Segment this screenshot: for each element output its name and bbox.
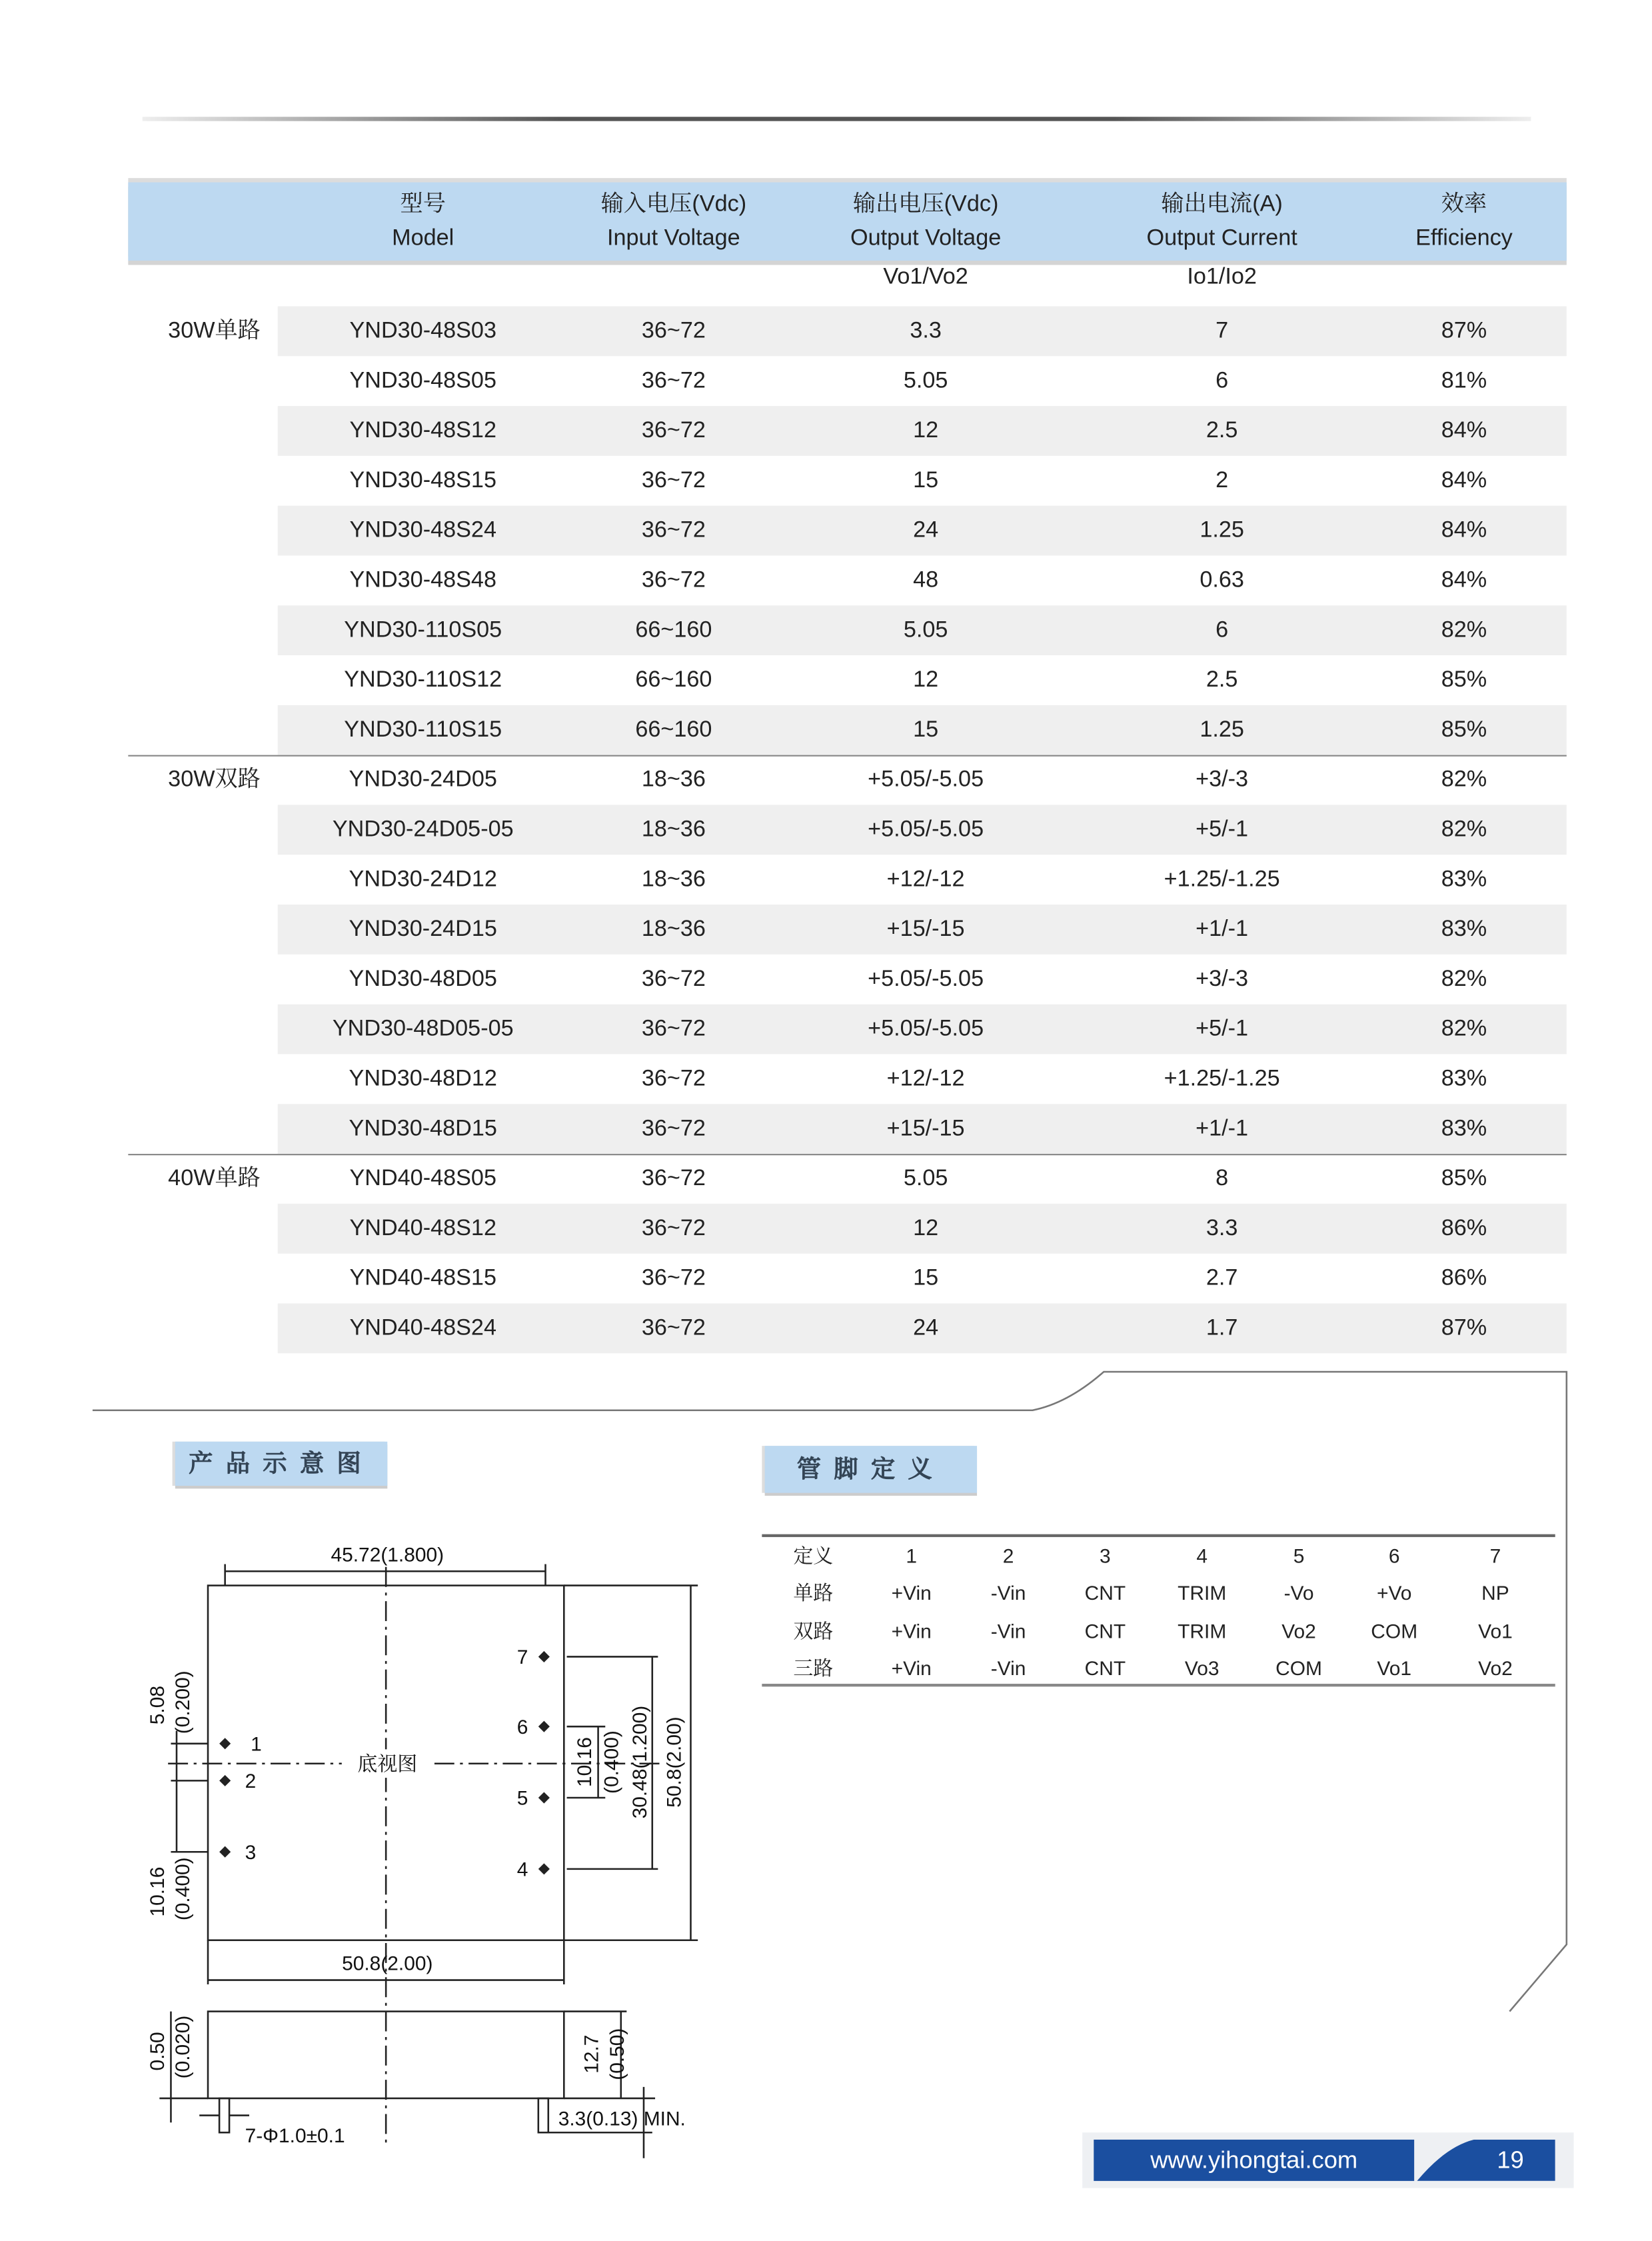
header-cn: 输入电压(Vdc) <box>600 192 747 217</box>
cell-model: YND30-24D15 <box>349 917 497 942</box>
cell-output-current: 0.63 <box>1200 568 1244 593</box>
cell-input-voltage: 36~72 <box>641 518 706 543</box>
cell-model: YND30-48S05 <box>349 369 496 393</box>
cell-output-current: 6 <box>1216 618 1229 643</box>
cell-output-voltage: 24 <box>913 518 939 543</box>
pin-cell: 单路 <box>793 1581 834 1605</box>
cell-efficiency: 83% <box>1441 867 1487 892</box>
pin-label: 2 <box>245 1770 257 1793</box>
dim-left-top-b: (0.200) <box>172 1670 195 1734</box>
cell-model: YND30-48S15 <box>349 469 496 493</box>
pin-cell: Vo1 <box>1377 1656 1412 1680</box>
group-label: 40W单路 <box>168 1166 261 1191</box>
cell-output-voltage: +12/-12 <box>886 1067 965 1092</box>
dim-side-right-a: 12.7 <box>580 2034 603 2074</box>
cell-input-voltage: 18~36 <box>641 917 706 942</box>
cell-model: YND30-48D15 <box>349 1117 497 1141</box>
cell-efficiency: 84% <box>1441 469 1487 493</box>
dim-side-left-a: 0.50 <box>146 2032 169 2071</box>
cell-output-current: 1.25 <box>1200 718 1244 743</box>
dim-right-outer: 50.8(2.00) <box>663 1716 686 1808</box>
cell-efficiency: 87% <box>1441 319 1487 344</box>
dim-right-small-b: (0.400) <box>600 1730 623 1794</box>
cell-output-current: 2.5 <box>1206 419 1238 443</box>
header-cn: 输出电流(A) <box>1161 192 1283 217</box>
cell-output-voltage: 15 <box>913 718 939 743</box>
cell-output-current: +5/-1 <box>1196 1017 1249 1042</box>
cell-output-current: 6 <box>1216 369 1229 393</box>
cell-input-voltage: 36~72 <box>641 1216 706 1241</box>
cell-model: YND30-48S24 <box>349 518 496 543</box>
cell-input-voltage: 18~36 <box>641 767 706 793</box>
cell-output-current: 8 <box>1216 1166 1229 1191</box>
cell-output-voltage: 15 <box>913 469 939 493</box>
dim-pin-diameter: 7-Φ1.0±0.1 <box>245 2125 345 2148</box>
pin-cell: CNT <box>1084 1656 1126 1680</box>
pin-cell: Vo2 <box>1281 1619 1316 1642</box>
dim-left-bot-b: (0.400) <box>172 1857 195 1921</box>
pin-cell: TRIM <box>1178 1619 1227 1642</box>
cell-output-voltage: 15 <box>913 1266 939 1291</box>
cell-efficiency: 85% <box>1441 718 1487 743</box>
cell-input-voltage: 36~72 <box>641 469 706 493</box>
pin-header-cell: 2 <box>1002 1544 1014 1567</box>
cell-model: YND30-110S12 <box>344 668 502 693</box>
cell-efficiency: 84% <box>1441 518 1487 543</box>
subheader-current: Io1/Io2 <box>1187 265 1257 289</box>
pin-cell: CNT <box>1084 1619 1126 1642</box>
pin-header-cell: 6 <box>1388 1544 1400 1567</box>
pin-cell: CNT <box>1084 1581 1126 1605</box>
header-en: Efficiency <box>1415 226 1513 251</box>
dim-right-mid: 30.48(1.200) <box>629 1705 652 1819</box>
cell-model: YND30-48S03 <box>349 319 496 344</box>
cell-efficiency: 85% <box>1441 1166 1487 1191</box>
cell-output-current: +5/-1 <box>1196 817 1249 843</box>
cell-model: YND30-24D12 <box>349 867 497 892</box>
cell-model: YND30-48D12 <box>349 1067 497 1092</box>
pin-cell: COM <box>1275 1656 1322 1680</box>
pin-header-cell: 5 <box>1293 1544 1305 1567</box>
cell-model: YND30-48S12 <box>349 419 496 443</box>
subheader-voltage: Vo1/Vo2 <box>883 265 968 289</box>
cell-output-voltage: +5.05/-5.05 <box>868 817 984 843</box>
group-label: 30W单路 <box>168 319 261 344</box>
cell-input-voltage: 36~72 <box>641 1017 706 1042</box>
cell-input-voltage: 36~72 <box>641 568 706 593</box>
cell-model: YND40-48S15 <box>349 1266 496 1291</box>
cell-output-current: +3/-3 <box>1196 767 1249 793</box>
view-label: 底视图 <box>357 1753 418 1776</box>
cell-output-voltage: 5.05 <box>903 1166 948 1191</box>
cell-model: YND40-48S05 <box>349 1166 496 1191</box>
pin-label: 5 <box>516 1787 528 1810</box>
cell-efficiency: 81% <box>1441 369 1487 393</box>
cell-output-voltage: 5.05 <box>903 369 948 393</box>
pin-header-cell: 定义 <box>793 1544 834 1567</box>
cell-input-voltage: 36~72 <box>641 369 706 393</box>
cell-output-voltage: +5.05/-5.05 <box>868 767 984 793</box>
header-cn: 型号 <box>400 192 446 217</box>
cell-output-voltage: 48 <box>913 568 939 593</box>
pin-cell: -Vin <box>990 1581 1026 1605</box>
cell-output-voltage: 12 <box>913 1216 939 1241</box>
pin-2-marker <box>219 1775 231 1786</box>
pin-header-cell: 4 <box>1196 1544 1208 1567</box>
pin-4-marker <box>538 1863 550 1874</box>
pin-cell: 双路 <box>793 1619 834 1642</box>
dim-pin-length: 3.3(0.13) MIN. <box>558 2108 686 2130</box>
cell-efficiency: 82% <box>1441 967 1487 992</box>
cell-input-voltage: 36~72 <box>641 1067 706 1092</box>
page-number: 19 <box>1497 2146 1524 2174</box>
pin-6-marker <box>538 1721 550 1732</box>
pin-cell: -Vin <box>990 1619 1026 1642</box>
cell-output-voltage: 3.3 <box>910 319 942 344</box>
cell-efficiency: 84% <box>1441 568 1487 593</box>
pin-header-cell: 7 <box>1489 1544 1501 1567</box>
dim-side-left-b: (0.020) <box>172 2015 195 2079</box>
cell-input-voltage: 36~72 <box>641 1316 706 1341</box>
cell-input-voltage: 18~36 <box>641 817 706 843</box>
cell-output-current: +3/-3 <box>1196 967 1249 992</box>
cell-output-voltage: 12 <box>913 668 939 693</box>
pin-3-marker <box>219 1846 231 1858</box>
dim-right-small-a: 10.16 <box>573 1737 596 1788</box>
dim-left-top-a: 5.08 <box>146 1685 169 1725</box>
cell-output-voltage: +5.05/-5.05 <box>868 967 984 992</box>
cell-output-current: 7 <box>1216 319 1229 344</box>
cell-model: YND30-110S05 <box>344 618 502 643</box>
cell-efficiency: 82% <box>1441 817 1487 843</box>
pin-def-title: 管脚定义 <box>765 1446 977 1493</box>
pin-cell: 三路 <box>793 1656 834 1680</box>
pin-7-marker <box>538 1651 550 1662</box>
cell-efficiency: 83% <box>1441 1117 1487 1141</box>
cell-efficiency: 86% <box>1441 1216 1487 1241</box>
pin-cell: NP <box>1481 1581 1509 1605</box>
cell-input-voltage: 36~72 <box>641 1266 706 1291</box>
pin-cell: +Vin <box>891 1619 932 1642</box>
cell-output-current: 2.5 <box>1206 668 1238 693</box>
dim-side-right-b: (0.50) <box>606 2028 629 2080</box>
pin-cell: Vo2 <box>1478 1656 1513 1680</box>
cell-efficiency: 82% <box>1441 618 1487 643</box>
cell-efficiency: 82% <box>1441 767 1487 793</box>
pin-label: 6 <box>516 1716 528 1738</box>
cell-efficiency: 83% <box>1441 1067 1487 1092</box>
cell-input-voltage: 36~72 <box>641 1117 706 1141</box>
header-en: Input Voltage <box>607 226 740 251</box>
cell-output-current: +1.25/-1.25 <box>1164 867 1280 892</box>
pin-label: 4 <box>516 1858 528 1881</box>
header-cn: 效率 <box>1441 192 1487 217</box>
cell-efficiency: 84% <box>1441 419 1487 443</box>
dim-bottom: 50.8(2.00) <box>342 1952 433 1975</box>
pin-label: 3 <box>245 1841 257 1864</box>
pin-cell: +Vin <box>891 1656 932 1680</box>
cell-output-current: 2 <box>1216 469 1229 493</box>
cell-output-voltage: 12 <box>913 419 939 443</box>
pin-cell: -Vo <box>1283 1581 1314 1605</box>
cell-input-voltage: 66~160 <box>635 718 712 743</box>
cell-output-current: 2.7 <box>1206 1266 1238 1291</box>
cell-model: YND30-48D05-05 <box>332 1017 514 1042</box>
cell-input-voltage: 66~160 <box>635 668 712 693</box>
cell-efficiency: 86% <box>1441 1266 1487 1291</box>
cell-efficiency: 82% <box>1441 1017 1487 1042</box>
cell-model: YND30-110S15 <box>344 718 502 743</box>
pin-1-marker <box>219 1738 231 1749</box>
cell-output-current: 3.3 <box>1206 1216 1238 1241</box>
cell-output-voltage: +15/-15 <box>886 917 965 942</box>
cell-input-voltage: 36~72 <box>641 419 706 443</box>
cell-model: YND40-48S12 <box>349 1216 496 1241</box>
cell-model: YND30-48S48 <box>349 568 496 593</box>
pin-cell: Vo3 <box>1184 1656 1220 1680</box>
footer-url[interactable]: www.yihongtai.com <box>1094 2140 1414 2181</box>
cell-output-current: 1.7 <box>1206 1316 1238 1341</box>
pin-5-marker <box>538 1792 550 1803</box>
header-en: Output Current <box>1146 226 1297 251</box>
cell-model: YND30-24D05 <box>349 767 497 793</box>
cell-input-voltage: 36~72 <box>641 319 706 344</box>
pin-header-cell: 1 <box>906 1544 918 1567</box>
pin-cell: -Vin <box>990 1656 1026 1680</box>
cell-efficiency: 85% <box>1441 668 1487 693</box>
header-en: Output Voltage <box>850 226 1002 251</box>
cell-output-current: 1.25 <box>1200 518 1244 543</box>
cell-efficiency: 87% <box>1441 1316 1487 1341</box>
cell-output-current: +1/-1 <box>1196 1117 1249 1141</box>
header-cn: 输出电压(Vdc) <box>852 192 999 217</box>
diagram-title: 产品示意图 <box>175 1442 387 1486</box>
cell-output-voltage: 5.05 <box>903 618 948 643</box>
cell-output-current: +1/-1 <box>1196 917 1249 942</box>
pin-header-cell: 3 <box>1100 1544 1111 1567</box>
cell-input-voltage: 36~72 <box>641 1166 706 1191</box>
dim-left-bot-a: 10.16 <box>146 1866 169 1917</box>
pin-cell: +Vo <box>1377 1581 1412 1605</box>
cell-output-current: +1.25/-1.25 <box>1164 1067 1280 1092</box>
cell-input-voltage: 66~160 <box>635 618 712 643</box>
group-label: 30W双路 <box>168 767 261 793</box>
cell-output-voltage: +15/-15 <box>886 1117 965 1141</box>
cell-model: YND30-24D05-05 <box>332 817 514 843</box>
pin-cell: Vo1 <box>1478 1619 1513 1642</box>
cell-model: YND40-48S24 <box>349 1316 496 1341</box>
pin-cell: COM <box>1371 1619 1418 1642</box>
cell-model: YND30-48D05 <box>349 967 497 992</box>
cell-efficiency: 83% <box>1441 917 1487 942</box>
pin-cell: TRIM <box>1178 1581 1227 1605</box>
pin-label: 1 <box>251 1733 262 1756</box>
header-en: Model <box>392 226 454 251</box>
pin-cell: +Vin <box>891 1581 932 1605</box>
pin-label: 7 <box>516 1646 528 1669</box>
cell-input-voltage: 18~36 <box>641 867 706 892</box>
cell-output-voltage: +5.05/-5.05 <box>868 1017 984 1042</box>
dim-top: 45.72(1.800) <box>331 1544 444 1566</box>
cell-output-voltage: 24 <box>913 1316 939 1341</box>
cell-input-voltage: 36~72 <box>641 967 706 992</box>
cell-output-voltage: +12/-12 <box>886 867 965 892</box>
